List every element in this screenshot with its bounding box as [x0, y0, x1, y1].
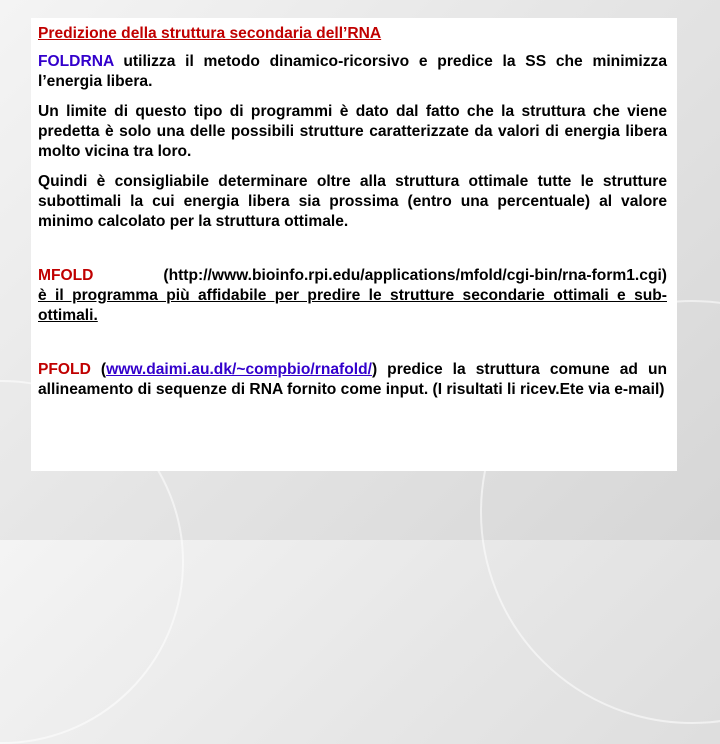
foldrna-text: utilizza il metodo dinamico-ricorsivo e predice la SS che minimizza l’energia libera.: [38, 53, 667, 90]
content-box: [31, 18, 677, 471]
foldrna-name: FOLDRNA: [38, 53, 114, 70]
slide-title: Predizione della struttura secondaria dell’RNA: [38, 25, 382, 42]
paragraph-pfold: [38, 360, 667, 400]
mfold-url: (http://www.bioinfo.rpi.edu/applications/mfold/cgi-bin/rna-form1.cgi): [163, 267, 667, 284]
paragraph-suboptimal: Quindi è consigliabile determinare oltre alla struttura ottimale tutte le strutture subottimali la cui energia libera sia prossima (entro una percentuale) al valore minimo calcolato per la struttura ottimale.: [38, 173, 667, 230]
pfold-text: ) predice la struttura comune ad un allineamento di sequenze di RNA fornito come input. (I risultati li ricev.Ete via e-mail): [38, 361, 667, 398]
paragraph-mfold: [38, 266, 667, 326]
paragraph-foldrna: [38, 52, 667, 92]
pfold-link[interactable]: www.daimi.au.dk/~compbio/rnafold/: [106, 361, 372, 378]
pfold-name: PFOLD: [38, 361, 91, 378]
pfold-open: (: [90, 361, 107, 378]
paragraph-limit: Un limite di questo tipo di programmi è dato dal fatto che la struttura che viene predetta è solo una delle possibili strutture caratterizzate da valori di energia libera molto vicina tra loro.: [38, 103, 667, 160]
mfold-text: è il programma più affidabile per predire le strutture secondarie ottimali e sub-ottimali.: [38, 287, 667, 324]
mfold-name: MFOLD: [38, 267, 94, 284]
